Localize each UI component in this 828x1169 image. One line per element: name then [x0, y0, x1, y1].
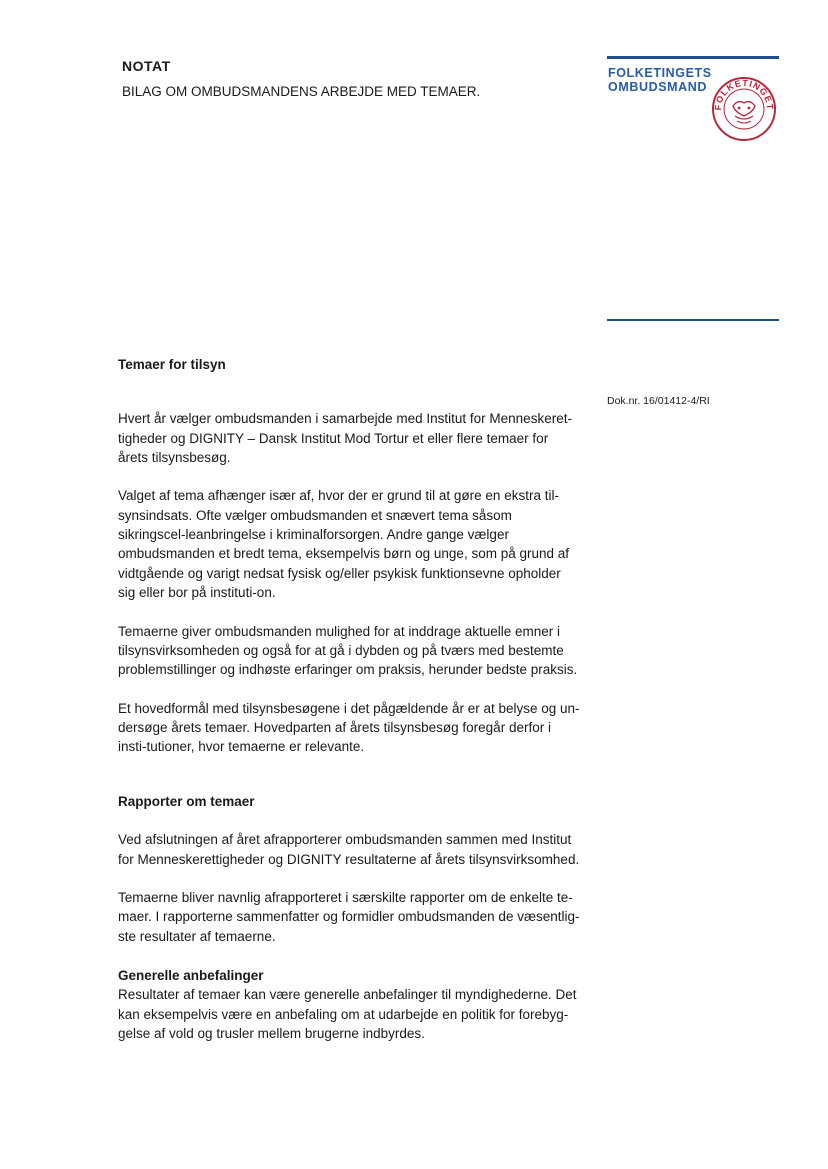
document-subtitle: BILAG OM OMBUDSMANDENS ARBEJDE MED TEMAER.: [122, 84, 481, 99]
paragraph-2: Valget af tema afhænger især af, hvor der er grund til at gøre en ekstra til-synsindsats. Ofte vælger ombudsmanden et snævert tema såsom sikringscel-leanbringelse i kriminalforsorgen. Andre gange vælger ombudsmanden et bredt tema, eksempelvis børn og unge, som på grund af vidtgående og varigt nedsat fysisk og/eller psykisk funktionsevne opholder sig eller bor på instituti-on.: [118, 488, 570, 600]
brand-line-1: FOLKETINGETS: [608, 66, 712, 80]
paragraph-6: Temaerne bliver navnlig afrapporteret i særskilte rapporter om de enkelte te-maer. I rapporterne sammenfatter og formidler ombudsmanden de væsentlig-ste resultater af temaerne.: [118, 890, 580, 944]
brand-rule-top: [607, 56, 779, 59]
section-heading-temaer: Temaer for tilsyn: [118, 357, 226, 372]
svg-text:FOLKETINGET: FOLKETINGET: [712, 77, 776, 111]
paragraph-1: Hvert år vælger ombudsmanden i samarbejde med Institut for Menneskeret-tigheder og DIGNITY – Dansk Institut Mod Tortur et eller flere temaer for årets tilsynsbesøg.: [118, 411, 572, 465]
document-body: [118, 355, 580, 1043]
brand-rule-bottom: [607, 319, 779, 321]
paragraph-7: Resultater af temaer kan være generelle anbefalinger til myndighederne. Det kan eksempelvis være en anbefaling om at udarbejde en politik for forebyg-gelse af vold og trusler mellem brugerne indbyrdes.: [118, 987, 577, 1041]
parliament-seal-icon: [711, 76, 777, 142]
paragraph-3: Temaerne giver ombudsmanden mulighed for at inddrage aktuelle emner i tilsynsvirksomheden og også for at gå i dybden og på tværs med bestemte problemstillinger og indhøste erfaringer om praksis, herunder bedste praksis.: [118, 623, 578, 678]
section-heading-rapporter: Rapporter om temaer: [118, 793, 255, 809]
document-type: NOTAT: [122, 58, 171, 74]
brand-wordmark: [608, 66, 712, 94]
brand-line-2: OMBUDSMAND: [608, 80, 708, 94]
section-heading-anbefalinger: Generelle anbefalinger: [118, 968, 264, 984]
paragraph-5: Ved afslutningen af året afrapporterer ombudsmanden sammen med Institut for Menneskerettigheder og DIGNITY resultaterne af årets tilsynsvirksomhed.: [118, 832, 580, 867]
paragraph-4: Et hovedformål med tilsynsbesøgene i det pågældende år er at belyse og un-dersøge årets temaer. Hovedparten af årets tilsynsbesøg foregår derfor i insti-tutioner, hvor temaerne er relevante.: [118, 700, 580, 755]
document-number: Dok.nr. 16/01412-4/RI: [607, 395, 710, 407]
